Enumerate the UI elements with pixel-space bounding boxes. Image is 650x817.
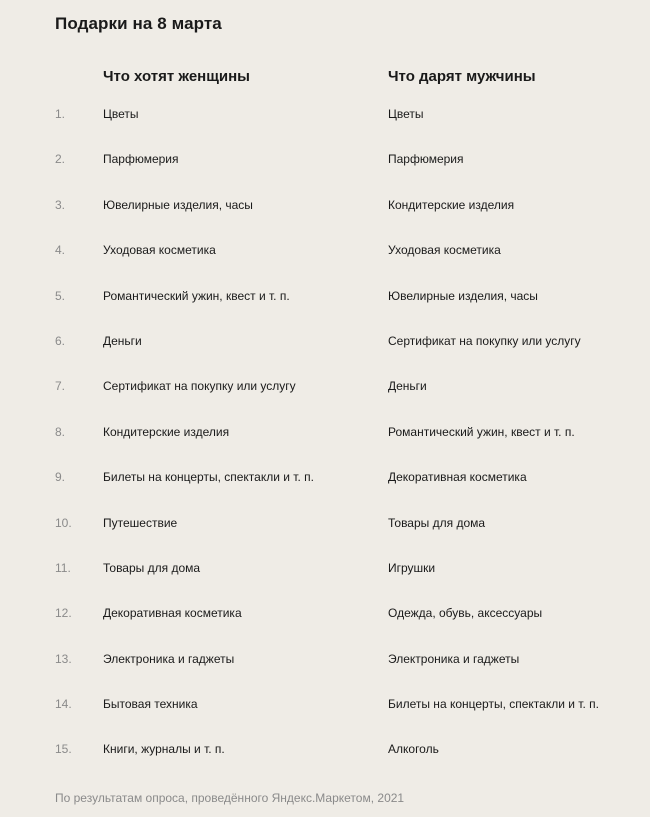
rank-number: 3.: [55, 197, 66, 212]
table-row: [0, 636, 650, 681]
column-header-women: Что хотят женщины: [103, 68, 250, 85]
men-gift: Игрушки: [388, 560, 436, 575]
rank-number: 12.: [55, 606, 72, 621]
table-row: [0, 545, 650, 590]
table-row: [0, 409, 650, 454]
women-gift: Товары для дома: [103, 560, 201, 575]
women-gift: Цветы: [103, 107, 139, 121]
source-footnote: По результатам опроса, проведённого Яндекс.Маркетом, 2021: [55, 791, 405, 805]
women-gift: Бытовая техника: [103, 697, 198, 712]
table-row: [0, 454, 650, 499]
rank-number: 4.: [55, 243, 66, 258]
women-gift: Билеты на концерты, спектакли и т. п.: [103, 470, 314, 485]
women-gift: Ювелирные изделия, часы: [103, 197, 253, 212]
men-gift: Сертификат на покупку или услугу: [388, 333, 581, 348]
table-row: [0, 363, 650, 408]
men-gift: Кондитерские изделия: [388, 197, 515, 212]
page-title: Подарки на 8 марта: [55, 14, 222, 33]
women-gift: Путешествие: [103, 515, 178, 530]
rank-number: 2.: [55, 152, 66, 167]
table-row: [0, 91, 650, 136]
rank-number: 9.: [55, 470, 66, 485]
rank-number: 1.: [55, 107, 66, 121]
rank-number: 5.: [55, 288, 66, 303]
men-gift: Парфюмерия: [388, 152, 464, 167]
table-row: [0, 227, 650, 272]
men-gift: Романтический ужин, квест и т. п.: [388, 424, 575, 439]
table-row: [0, 726, 650, 771]
men-gift: Алкоголь: [388, 742, 439, 757]
table-row: [0, 182, 650, 227]
women-gift: Электроника и гаджеты: [103, 651, 235, 666]
men-gift: Товары для дома: [388, 515, 486, 530]
men-gift: Билеты на концерты, спектакли и т. п.: [388, 697, 599, 712]
women-gift: Романтический ужин, квест и т. п.: [103, 288, 290, 303]
rank-number: 6.: [55, 333, 66, 348]
women-gift: Декоративная косметика: [103, 606, 242, 621]
rank-number: 14.: [55, 697, 72, 712]
table-row: [0, 273, 650, 318]
women-gift: Кондитерские изделия: [103, 424, 230, 439]
women-gift: Парфюмерия: [103, 152, 179, 167]
men-gift: Цветы: [388, 107, 424, 121]
rank-number: 13.: [55, 651, 72, 666]
ranking-table: [0, 91, 650, 772]
rank-number: 10.: [55, 515, 72, 530]
rank-number: 15.: [55, 742, 72, 757]
column-header-men: Что дарят мужчины: [388, 68, 536, 85]
rank-number: 11.: [55, 560, 71, 575]
rank-number: 8.: [55, 424, 66, 439]
table-row: [0, 590, 650, 635]
men-gift: Ювелирные изделия, часы: [388, 288, 538, 303]
men-gift: Деньги: [388, 379, 427, 394]
rank-number: 7.: [55, 379, 66, 394]
men-gift: Электроника и гаджеты: [388, 651, 520, 666]
men-gift: Уходовая косметика: [388, 243, 501, 258]
men-gift: Декоративная косметика: [388, 470, 527, 485]
women-gift: Деньги: [103, 333, 142, 348]
men-gift: Одежда, обувь, аксессуары: [388, 606, 543, 621]
women-gift: Книги, журналы и т. п.: [103, 742, 225, 757]
table-row: [0, 681, 650, 726]
table-row: [0, 500, 650, 545]
women-gift: Сертификат на покупку или услугу: [103, 379, 296, 394]
table-row: [0, 136, 650, 181]
table-row: [0, 318, 650, 363]
women-gift: Уходовая косметика: [103, 243, 216, 258]
